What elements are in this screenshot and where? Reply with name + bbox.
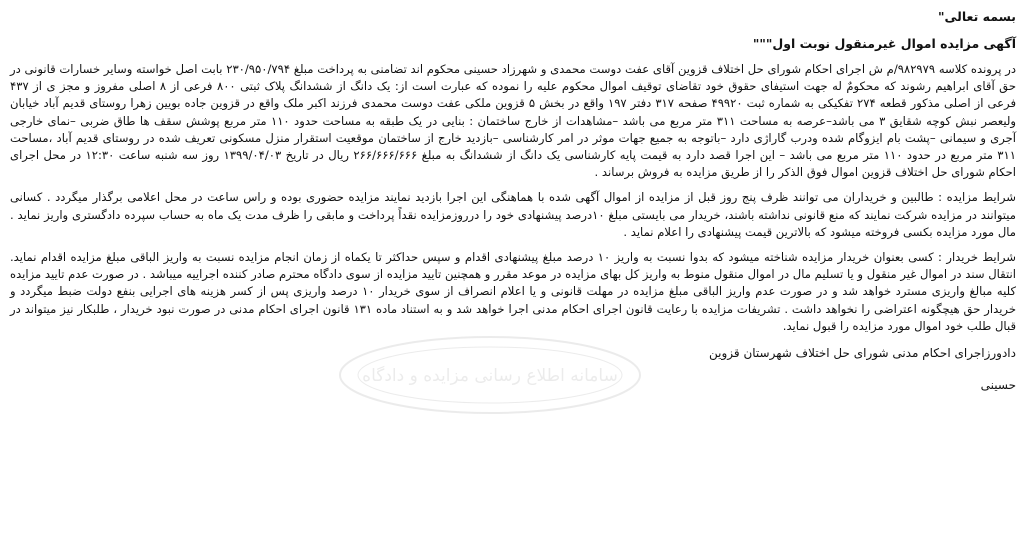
notice-title: آگهی مزایده اموال غیرمنقول نوبت اول""" [752, 36, 1016, 51]
greeting-heading: بسمه تعالی" [937, 9, 1016, 24]
auction-conditions-paragraph: شرایط مزایده : طالبین و خریداران می توانند ظرف پنج روز قبل از مزایده از اموال آگهی شده با هماهنگی این اجرا بازدید نمایند مزایده حضوری بوده و راس ساعت در محل اعلامی برگذار میگردد . کسانی میتوانند در مزایده شرکت نمایند که منع قانونی نداشته باشند، خریدار می بایستی مبلغ ۱۰درصد پیشنهادی خود را درروزمزایده نقداً پرداخت و مابقی را ظرف مدت یک ماه به حساب سپرده دادگستری واریز نماید . مال مورد مزایده بکسی فروخته میشود که بالاترین قیمت پیشنهادی را اعلام نماید . [10, 190, 1017, 239]
signer-name: حسینی [980, 378, 1016, 393]
buyer-conditions-paragraph: شرایط خریدار : کسی بعنوان خریدار مزایده شناخته میشود که بدوا نسبت به واریز ۱۰ درصد مبلغ پیشنهادی اقدام و سپس حداکثر تا یکماه از زمان انجام مزایده نسبت به واریز الباقی مبلغ مزایده اقدام نماید. انتقال سند در اموال غیر منقول و یا تسلیم مال در اموال منقول منوط به واریز کل بهای مزایده در موعد مقرر و همچنین تایید مزایده از سوی دادگاه محترم صادر کننده اجراییه میباشد . در صورت عدم تایید مزایده کلیه مبالغ واریزی مسترد خواهد شد و در صورت عدم واریز الباقی مبلغ مزایده در مهلت قانونی و یا اعلام انصراف از سوی خریدار ۱۰ درصد واریزی پس از کسر هزینه های اجرایی بنفع دولت ضبط میگردد و خریدار حق هیچگونه اعتراضی را نخواهد داشت . تشریفات مزایده با رعایت قانون اجرای احکام مدنی اجرا خواهد شد و به استناد ماده ۱۳۱ قانون اجرای احکام مدنی در صورت نبود خریدار ، طلبکار نیز میتواند در قبال طلب خود اموال مورد مزایده را قبول نماید. [10, 250, 1016, 333]
case-details-paragraph: در پرونده کلاسه ۹۸۲۹۷۹/م ش اجرای احکام شورای حل اختلاف قزوین آقای عفت دوست محمدی و شهرزاد حسینی محکوم اند تضامنی به پرداخت مبلغ ۲۳۰/۹۵۰/۷۹۴ بابت اصل خواسته وسایر خسارات قانونی در حق آقای ابراهیم رشوند که محکومٌ له جهت استیفای حقوق خود تقاضای توقیف اموال محکوم علیه را نموده که عبارت است از: یک دانگ از ششدانگ پلاک ثبتی ۸۰۰ فرعی از ۸ اصلی مفروز و مجز ی از ۴۳۷ فرعی از اصلی مذکور قطعه ۲۷۴ تفکیکی به شماره ثبت ۴۹۹۲۰ صفحه ۳۱۷ دفتر ۱۹۷ واقع در بخش ۵ قزوین ملکی عفت دوست محمدی فرزند اکبر ملک واقع در قزوین جاده بویین زهرا روستای قدیم آباد خیابان ولیعصر نبش کوچه شقایق ۳ می باشد–عرصه به مساحت ۳۱۱ متر مربع می باشد –مشاهدات از خارج ساختمان : بنایی در یک طبقه به مساحت حدود ۱۱۰ متر مربع پوشش سقف ها طاق ضربی –نمای خارجی آجری و سیمانی –پشت بام ایزوگام شده ودرب گاراژی دارد –باتوجه به جمیع جهات موثر در امر کارشناسی –بازدید خارج از ساختمان موقعیت استقرار منزل مسکونی تعریف شده در روستای قدیم آباد ،مساحت ۳۱۱ متر مربع در حدود ۱۱۰ متر مربع می باشد – این اجرا قصد دارد به قیمت پایه کارشناسی یک دانگ از ششدانگ به مبلغ ۲۶۶/۶۶۶/۶۶۶ ریال در تاریخ ۱۳۹۹/۰۴/۰۳ روز سه شنبه ساعت ۱۲:۳۰ در محل اجرای احکام شورای حل اختلاف قزوین اموال فوق الذکر را از طریق مزایده به فروش برساند . [10, 62, 1016, 180]
watermark-text: سامانه اطلاع رسانی مزایده و دادگاه [362, 366, 618, 386]
signature-line: دادورزاجرای احکام مدنی شورای حل اختلاف شهرستان قزوین [709, 346, 1016, 361]
